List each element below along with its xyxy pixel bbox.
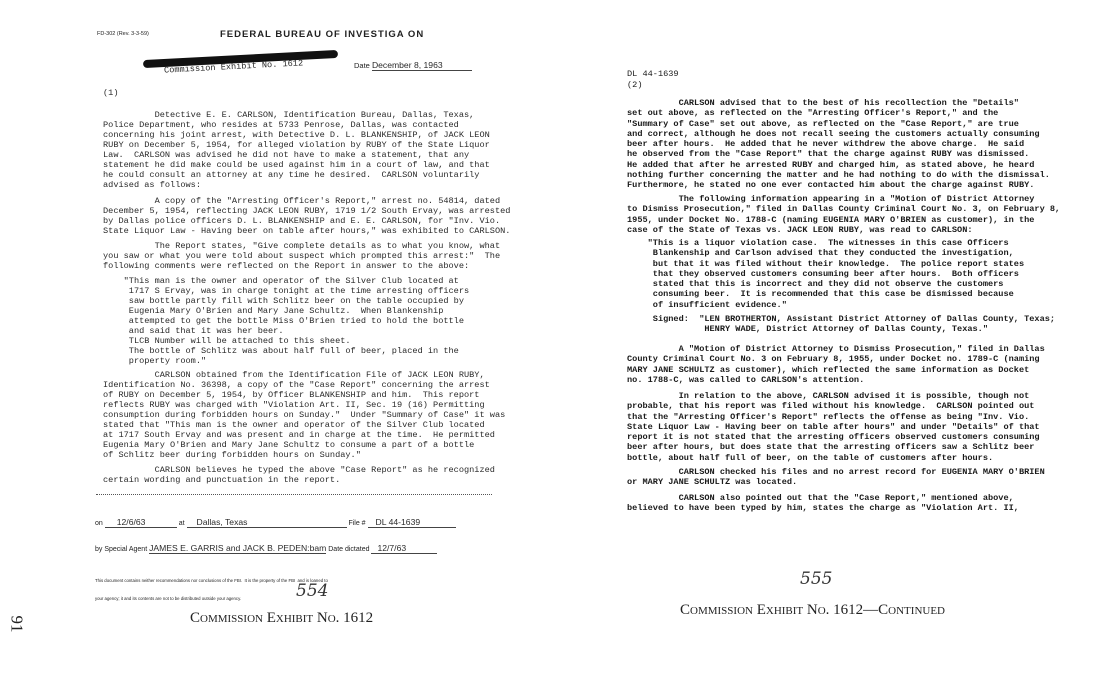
- text-line: and correct, although he does not recall seeing the customers actually consuming: [627, 128, 1040, 139]
- text-line: at 1717 South Ervay and was present and in charge at the time. He permitted: [103, 430, 495, 440]
- paragraph: [627, 98, 1050, 191]
- text-line: CARLSON advised that to the best of his recollection the "Details": [627, 98, 1019, 108]
- text-line: and said that it was her beer.: [103, 326, 284, 336]
- text-line: Blankenship and Carlson advised that they conducted the investigation,: [627, 248, 1014, 259]
- agent-value: JAMES E. GARRIS and JACK B. PEDEN:bam: [149, 543, 327, 553]
- text-line: you saw or what you were told about suspect which prompted this arrest:" The: [103, 251, 501, 261]
- paragraph: [627, 493, 1019, 514]
- text-line: "This man is the owner and operator of the Silver Club located at: [103, 276, 459, 286]
- date-value: December 8, 1963: [372, 61, 472, 71]
- page-number: 91: [7, 615, 27, 633]
- text-line: nothing further concerning the matter and he had nothing to do with the dismissal.: [627, 170, 1050, 181]
- text-line: Eugenia Mary O'Brien and Mary Jane Schultz to consume a part of a bottle: [103, 440, 475, 450]
- text-line: The bottle of Schlitz was about half full of beer, placed in the: [103, 346, 459, 356]
- exhibit-stamp: Commission Exhibit No. 1612: [163, 58, 304, 76]
- paragraph: [103, 110, 490, 190]
- on-label: on: [95, 520, 103, 527]
- text-line: concerning his joint arrest, with Detective D. L. BLANKENSHIP, of JACK LEON: [103, 130, 490, 140]
- text-line: or MARY JANE SCHULTZ was located.: [627, 477, 798, 488]
- section-number: (2): [627, 80, 643, 90]
- dictated-label: Date dictated: [328, 546, 370, 553]
- text-line: saw bottle partly fill with Schlitz beer on the table occupied by: [103, 296, 464, 306]
- text-line: CARLSON believes he typed the above "Case Report" as he recognized: [103, 465, 495, 475]
- paragraph: [103, 370, 505, 460]
- signature-block: [627, 314, 1055, 335]
- paragraph: [103, 465, 495, 485]
- text-line: of Schlitz beer during forbidden hours on Sunday.": [103, 450, 361, 460]
- exhibit-caption: Commission Exhibit No. 1612: [190, 610, 374, 626]
- text-line: The following information appearing in a "Motion of District Attorney: [627, 194, 1035, 204]
- text-line: December 5, 1954, reflecting JACK LEON RUBY, 1719 1/2 South Ervay, was arrested: [103, 206, 511, 216]
- disclaimer-line: This document contains neither recommendations nor conclusions of the FBI. It is the property of the FBI and is loaned to: [95, 578, 328, 583]
- text-line: but that it was filed without their knowledge. The police report states: [627, 258, 1025, 269]
- text-line: advised as follows:: [103, 180, 201, 190]
- text-line: Furthermore, he stated no one ever contacted him about the charge against RUBY.: [627, 180, 1035, 191]
- quoted-report: [103, 276, 469, 366]
- text-line: of insufficient evidence.": [627, 299, 787, 310]
- text-line: 1717 S Ervay, was in charge tonight at the time arresting officers: [103, 286, 470, 296]
- text-line: MARY JANE SCHULTZ as customer), which reflected the same information as Docket: [627, 364, 1030, 375]
- on-value: 12/6/63: [105, 518, 177, 528]
- text-line: attempted to get the bottle Miss O'Brien tried to hold the bottle: [103, 316, 464, 326]
- text-line: believed to have been typed by him, states the charge as "Violation Art. II,: [627, 503, 1019, 514]
- text-line: The Report states, "Give complete details as to what you know, what: [103, 241, 501, 251]
- text-line: "Summary of Case" set out above, as reflected on the "Case Report," are true: [627, 118, 1019, 129]
- text-line: report it is not stated that the arresting officers observed customers consuming: [627, 432, 1040, 443]
- file-reference: DL 44-1639: [627, 69, 679, 79]
- text-line: 1955, under Docket No. 1788-C (naming EUGENIA MARY O'BRIEN as customer), in the: [627, 214, 1035, 225]
- handwritten-page-number: 555: [800, 569, 833, 589]
- text-line: property room.": [103, 356, 207, 366]
- text-line: consumption during forbidden hours on Sunday." Under "Summary of Case" it was: [103, 410, 506, 420]
- exhibit-caption: Commission Exhibit No. 1612—Continued: [680, 602, 945, 618]
- quoted-motion: [627, 238, 1024, 310]
- agency-header: FEDERAL BUREAU OF INVESTIGA ON: [220, 29, 425, 40]
- text-line: stated that this is incorrect and they did not observe the customers: [627, 279, 1004, 290]
- at-value: Dallas, Texas: [187, 518, 347, 528]
- text-line: Police Department, who resides at 5733 Penrose, Dallas, was contacted: [103, 120, 459, 130]
- text-line: A "Motion of District Attorney to Dismiss Prosecution," filed in Dallas: [627, 344, 1045, 354]
- text-line: In relation to the above, CARLSON advised it is possible, though not: [627, 391, 1030, 401]
- footer-agent-line: [95, 544, 525, 554]
- text-line: that the "Arresting Officer's Report" reflects the offense as being "Inv. Vio.: [627, 411, 1030, 422]
- text-line: certain wording and punctuation in the report.: [103, 475, 341, 485]
- date-label: Date: [354, 61, 370, 70]
- agent-label: by Special Agent: [95, 546, 148, 553]
- text-line: CARLSON checked his files and no arrest record for EUGENIA MARY O'BRIEN: [627, 467, 1045, 477]
- text-line: case of the State of Texas vs. JACK LEON RUBY, was read to CARLSON:: [627, 224, 973, 235]
- form-id: FD-302 (Rev. 3-3-59): [97, 31, 149, 37]
- footer-on-line: [95, 518, 515, 528]
- paragraph: [627, 467, 1045, 488]
- text-line: County Criminal Court No. 3 on February 8, 1955, under Docket no. 1789-C (naming: [627, 354, 1040, 365]
- at-label: at: [178, 520, 185, 527]
- paragraph: [103, 241, 500, 271]
- dictated-value: 12/7/63: [371, 544, 437, 554]
- text-line: that they observed customers consuming beer after hours. Both officers: [627, 268, 1019, 279]
- text-line: He added that after he arrested RUBY and charged him, as stated above, he heard: [627, 159, 1035, 170]
- text-line: beer after hours, but does state that the arresting officers saw a Schlitz beer: [627, 442, 1035, 453]
- text-line: Identification No. 36398, a copy of the "Case Report" concerning the arrest: [103, 380, 490, 390]
- text-line: A copy of the "Arresting Officer's Report," arrest no. 54814, dated: [103, 196, 501, 206]
- text-line: consuming beer. It is recommended that this case be dismissed because: [627, 289, 1014, 300]
- text-line: Eugenia Mary O'Brien and Mary Jane Schultz. When Blankenship: [103, 306, 444, 316]
- text-line: following comments were reflected on the Report in answer to the above:: [103, 261, 470, 271]
- text-line: probable, that his report was filed without his knowledge. CARLSON pointed out: [627, 401, 1035, 412]
- text-line: bottle, about half full of beer, on the table of customers after hours.: [627, 452, 994, 463]
- text-line: CARLSON obtained from the Identification File of JACK LEON RUBY,: [103, 370, 485, 380]
- text-line: statement he did make could be used against him in a court of law, and that: [103, 160, 490, 170]
- file-label: File #: [348, 520, 366, 527]
- paragraph: [627, 344, 1045, 385]
- disclaimer-line: your agency; it and its contents are not to be distributed outside your agency.: [95, 596, 242, 601]
- text-line: reflects RUBY was charged with "Violation Art. II, Sec. 19 (16) Permitting: [103, 400, 485, 410]
- disclaimer: [95, 566, 328, 614]
- divider: [96, 494, 492, 495]
- text-line: he could consult an attorney at any time he desired. CARLSON voluntarily: [103, 170, 480, 180]
- text-line: beer after hours. He added that he never withdrew the above charge. He said: [627, 139, 1025, 150]
- text-line: of RUBY on December 5, 1954, by Officer BLANKENSHIP and him. This report: [103, 390, 480, 400]
- text-line: by Dallas police officers D. L. BLANKENSHIP and E. E. CARLSON, for "Inv. Vio.: [103, 216, 501, 226]
- paragraph: [627, 194, 1060, 235]
- text-line: he observed from the "Case Report" that the charge against RUBY was dismissed.: [627, 149, 1030, 160]
- date-field: [354, 61, 494, 71]
- text-line: Law. CARLSON was advised he did not have to make a statement, that any: [103, 150, 470, 160]
- handwritten-page-number: 554: [296, 581, 329, 601]
- text-line: Signed: "LEN BROTHERTON, Assistant District Attorney of Dallas County, Texas;: [627, 314, 1056, 324]
- text-line: stated that "This man is the owner and operator of the Silver Club located: [103, 420, 485, 430]
- text-line: to Dismiss Prosecution," filed in Dallas County Criminal Court No. 3, on February 8,: [627, 204, 1061, 215]
- text-line: Detective E. E. CARLSON, Identification Bureau, Dallas, Texas,: [103, 110, 475, 120]
- paragraph: [103, 196, 510, 236]
- text-line: no. 1788-C, was called to CARLSON's attention.: [627, 374, 865, 385]
- section-number: (1): [103, 88, 119, 98]
- file-value: DL 44-1639: [368, 518, 456, 528]
- text-line: set out above, as reflected on the "Arresting Officer's Report," and the: [627, 108, 999, 119]
- text-line: CARLSON also pointed out that the "Case Report," mentioned above,: [627, 493, 1014, 503]
- text-line: RUBY on December 5, 1954, for alleged violation by RUBY of the State Liquor: [103, 140, 490, 150]
- paragraph: [627, 391, 1040, 463]
- text-line: TLCB Number will be attached to this sheet.: [103, 336, 351, 346]
- text-line: HENRY WADE, District Attorney of Dallas County, Texas.": [627, 324, 988, 335]
- text-line: "This is a liquor violation case. The witnesses in this case Officers: [627, 238, 1009, 248]
- text-line: State Liquor Law - Having beer on table after hours," was exhibited to CARLSON.: [103, 226, 511, 236]
- text-line: State Liquor Law - Having beer on table after hours" and under "Details" of that: [627, 421, 1040, 432]
